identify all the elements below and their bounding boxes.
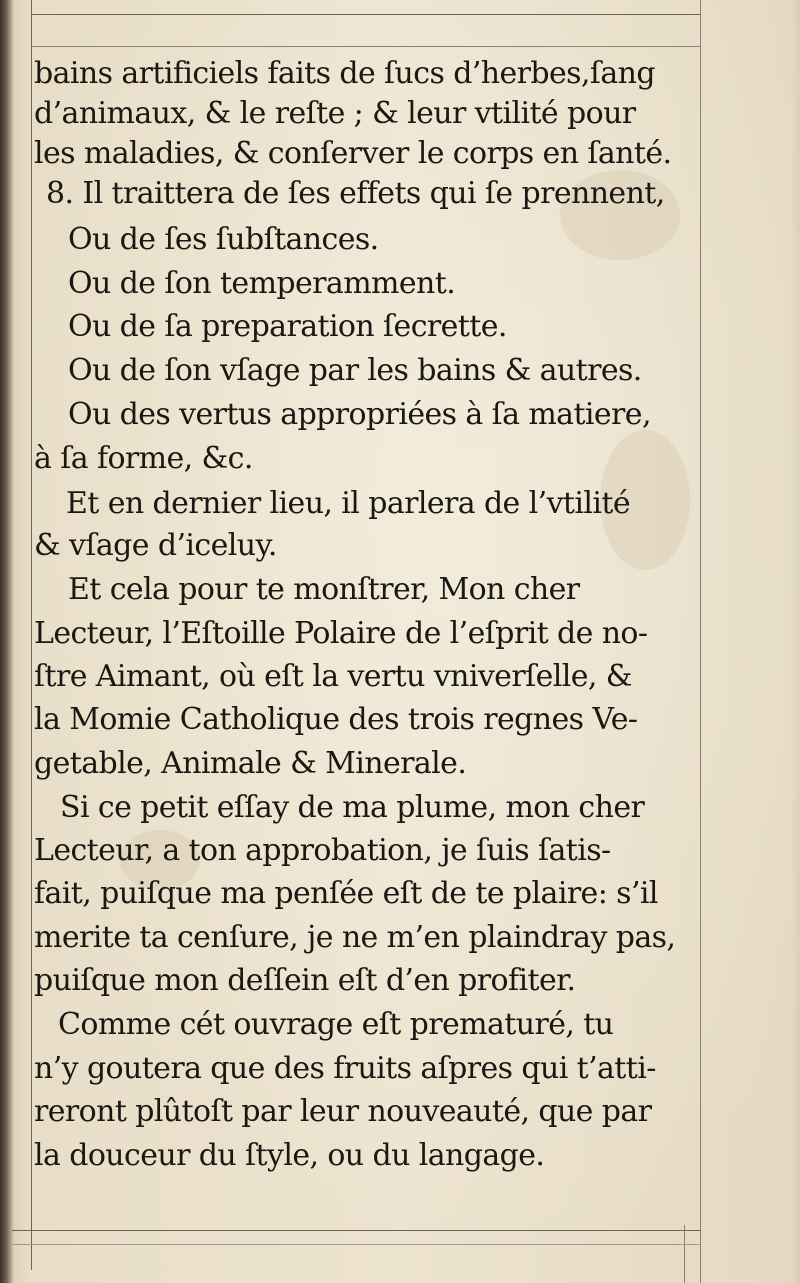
binding-shadow xyxy=(0,0,14,1283)
text-line: reront plûtoſt par leur nouveauté, que par xyxy=(34,1094,652,1129)
text-line: Et en dernier lieu, il parlera de l’vtilité xyxy=(66,486,630,521)
text-line: Lecteur, a ton approbation, je ſuis ſatis- xyxy=(34,833,611,868)
text-line: Ou de ſes ſubſtances. xyxy=(68,222,379,257)
frame-rule-bottom-inner xyxy=(12,1244,700,1245)
text-line: les maladies, & conſerver le corps en ſanté. xyxy=(34,136,672,171)
text-line: Lecteur, l’Eſtoille Polaire de l’eſprit de no- xyxy=(34,616,648,651)
frame-rule-right-lower xyxy=(684,1225,685,1283)
text-line: la Momie Catholique des trois regnes Ve- xyxy=(34,702,638,737)
text-line: à ſa forme, &c. xyxy=(34,441,253,476)
frame-rule-left xyxy=(31,0,32,1270)
text-line: ſtre Aimant, où eſt la vertu vniverſelle, & xyxy=(34,659,632,694)
frame-rule-top xyxy=(31,14,700,15)
text-line: n’y goutera que des fruits aſpres qui t’atti- xyxy=(34,1051,656,1086)
text-line: la douceur du ſtyle, ou du langage. xyxy=(34,1138,545,1173)
text-line: Et cela pour te monſtrer, Mon cher xyxy=(68,572,580,607)
frame-rule-top-inner xyxy=(31,46,700,47)
text-line: fait, puiſque ma penſée eſt de te plaire: s’il xyxy=(34,876,658,911)
text-line: Ou de ſa preparation ſecrette. xyxy=(68,309,507,344)
text-line: d’animaux, & le reſte ; & leur vtilité pour xyxy=(34,96,636,131)
text-line: Ou de ſon vſage par les bains & autres. xyxy=(68,353,642,388)
text-line: puiſque mon deſſein eſt d’en profiter. xyxy=(34,963,576,998)
text-line: getable, Animale & Minerale. xyxy=(34,746,467,781)
text-line: & vſage d’iceluy. xyxy=(34,528,277,563)
text-line: Comme cét ouvrage eſt prematuré, tu xyxy=(58,1007,614,1042)
frame-rule-right xyxy=(700,0,701,1283)
text-line: Ou de ſon temperamment. xyxy=(68,266,456,301)
text-line: merite ta cenſure, je ne m’en plaindray pas, xyxy=(34,920,676,955)
text-line: bains artificiels faits de ſucs d’herbes,ſang xyxy=(34,56,655,91)
text-line: Si ce petit eſſay de ma plume, mon cher xyxy=(60,790,645,825)
text-line: 8. Il traittera de ſes effets qui ſe prennent, xyxy=(46,176,665,211)
frame-rule-bottom xyxy=(12,1230,700,1231)
text-line: Ou des vertus appropriées à ſa matiere, xyxy=(68,397,651,432)
